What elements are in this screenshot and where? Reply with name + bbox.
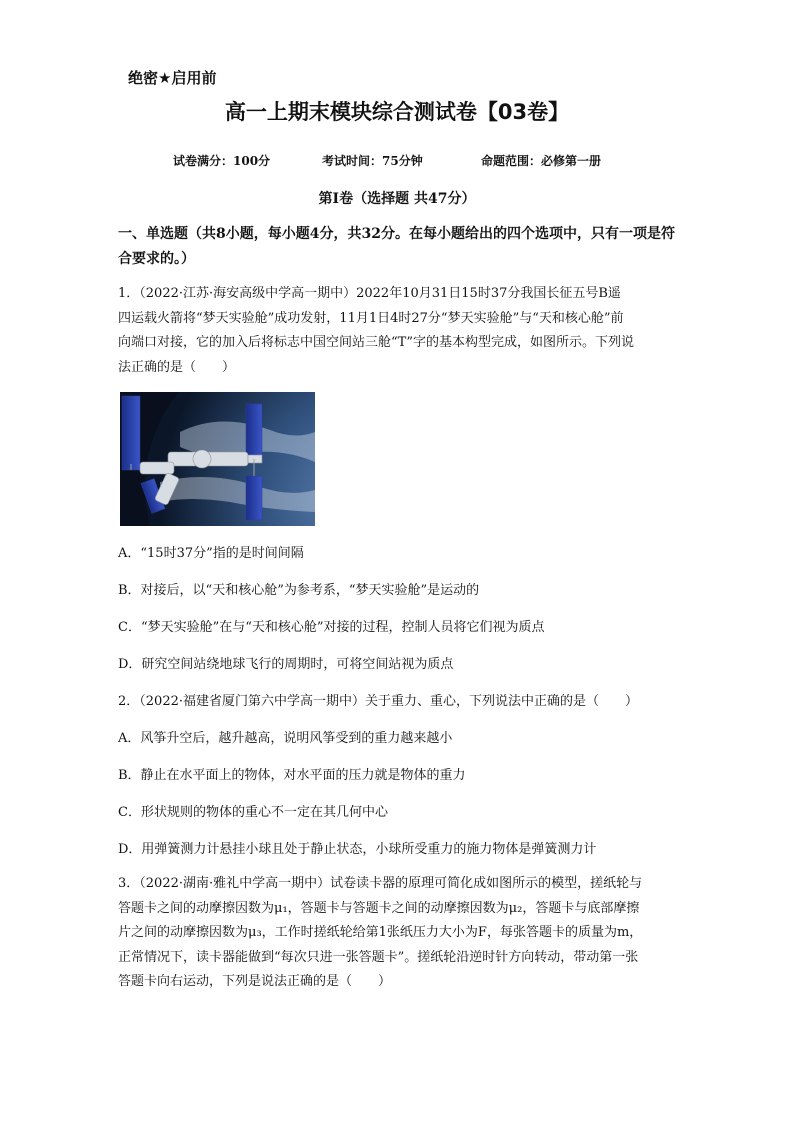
question-1-line: 法正确的是（ ） (118, 359, 236, 375)
question-1-option-a: A．“15时37分”指的是时间间隔 (118, 546, 304, 561)
question-3-line: 3．（2022·湖南·雅礼中学高一期中）试卷读卡器的原理可简化成如图所示的模型，搓纸轮与 (118, 876, 643, 891)
question-2-option-d: D．用弹簧测力计悬挂小球且处于静止状态，小球所受重力的施力物体是弹簧测力计 (118, 842, 597, 857)
meta-scope: 命题范围：必修第一册 (481, 154, 602, 168)
meta-score: 试卷满分：100分 (173, 154, 271, 168)
space-station-image (120, 392, 315, 526)
question-1-line: 四运载火箭将“梦天实验舱”成功发射，11月1日4时27分“梦天实验舱”与“天和核心舱”前 (118, 310, 624, 326)
meta-time: 考试时间：75分钟 (322, 154, 423, 168)
question-3-line: 片之间的动摩擦因数为μ₃，工作时搓纸轮给第1张纸压力大小为F，每张答题卡的质量为m， (118, 925, 643, 940)
question-2-stem: 2．（2022·福建省厦门第六中学高一期中）关于重力、重心，下列说法中正确的是（ ） (118, 694, 638, 709)
question-1-line: 向端口对接，它的加入后将标志中国空间站三舱“T”字的基本构型完成，如图所示。下列说 (118, 335, 634, 350)
question-1-option-b: B．对接后，以“天和核心舱”为参考系，“梦天实验舱”是运动的 (118, 583, 480, 598)
question-1-line: 1．（2022·江苏·海安高级中学高一期中）2022年10月31日15时37分我国长征五号B遥 (118, 286, 621, 301)
question-3-line: 正常情况下，读卡器能做到“每次只进一张答题卡”。搓纸轮沿逆时针方向转动，带动第一张 (118, 949, 639, 965)
question-3-line: 答题卡之间的动摩擦因数为μ₁，答题卡与答题卡之间的动摩擦因数为μ₂，答题卡与底部摩擦 (118, 900, 640, 916)
page-title: 高一上期末模块综合测试卷【03卷】 (224, 100, 570, 124)
question-3-line: 答题卡向右运动，下列是说法正确的是（ ） (118, 974, 392, 989)
confidential-mark: 绝密★启用前 (128, 69, 217, 87)
section-title: 第Ⅰ卷（选择题 共47分） (318, 191, 476, 207)
question-2-option-c: C．形状规则的物体的重心不一定在其几何中心 (118, 805, 388, 820)
question-2-option-b: B．静止在水平面上的物体，对水平面的压力就是物体的重力 (118, 768, 466, 783)
question-1-option-d: D．研究空间站绕地球飞行的周期时，可将空间站视为质点 (118, 657, 454, 672)
question-1-stem (118, 282, 680, 380)
part-heading: 一、单选题（共8小题，每小题4分，共32分。在每小题给出的四个选项中，只有一项是符合要求的。） (118, 226, 675, 267)
question-2-option-a: A．风筝升空后，越升越高，说明风筝受到的重力越来越小 (118, 731, 453, 746)
question-3-stem (118, 872, 680, 995)
question-1-option-c: C．“梦天实验舱”在与“天和核心舱”对接的过程，控制人员将它们视为质点 (118, 620, 545, 635)
